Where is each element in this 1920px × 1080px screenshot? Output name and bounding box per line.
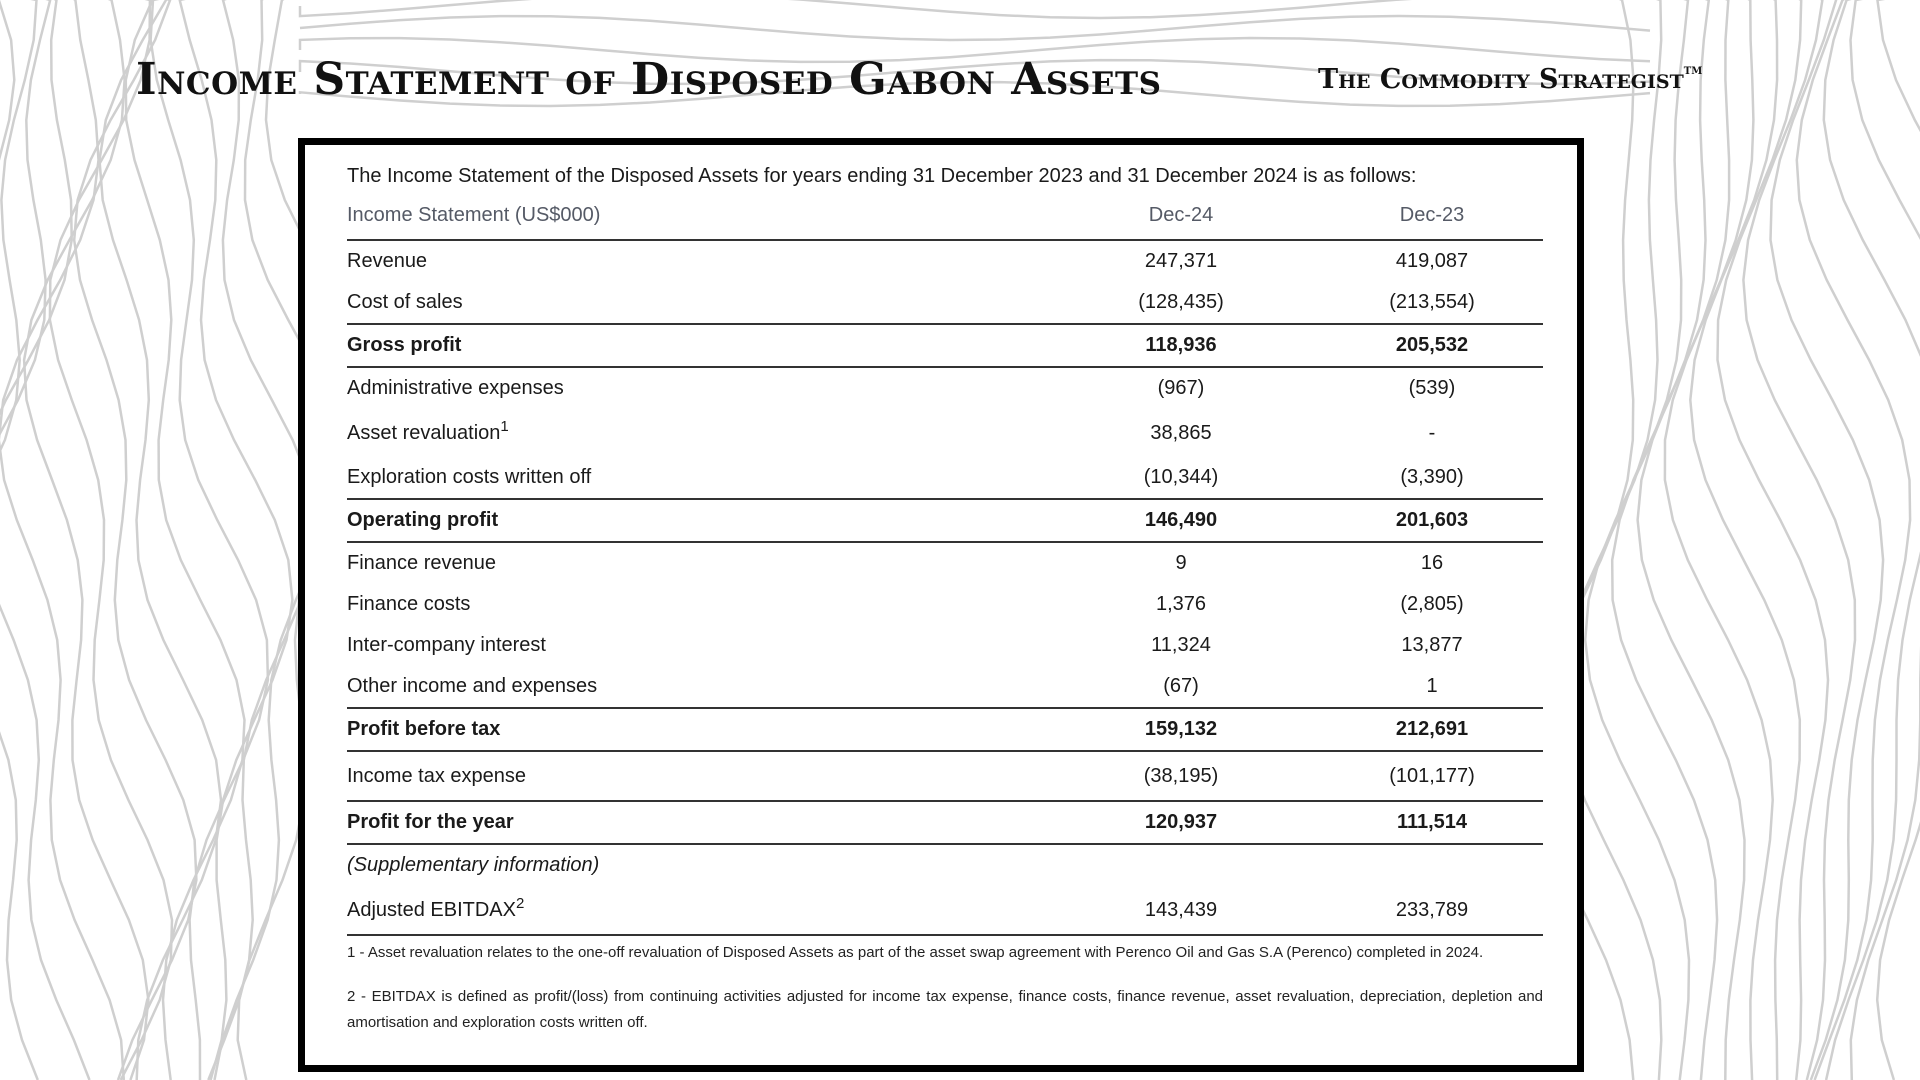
contour-line — [0, 0, 90, 1080]
income-statement-table — [347, 191, 1543, 934]
table-row — [347, 801, 1543, 844]
row-label: Revenue — [347, 240, 1081, 282]
footnotes — [347, 934, 1543, 1036]
row-value-dec24: (128,435) — [1138, 291, 1224, 313]
table-row — [347, 240, 1543, 282]
table-row — [347, 324, 1543, 367]
table-row — [347, 499, 1543, 542]
row-value-dec23: 201,603 — [1321, 499, 1543, 542]
footnote-1: 1 - Asset revaluation relates to the one-off revaluation of Disposed Assets as part of the asset swap agreement with Perenco Oil and Gas S.A (Perenco) completed in 2024. — [347, 944, 1484, 961]
contour-line — [24, 0, 148, 1080]
footnote-2: 2 - EBITDAX is defined as profit/(loss) from continuing activities adjusted for income tax expense, finance costs, finance revenue, asset revaluation, depreciation, depletion and amortisation and exploration costs written off. — [347, 988, 1543, 1031]
row-label: Finance revenue — [347, 542, 1081, 584]
row-label-cell — [347, 409, 1081, 457]
contour-line — [1638, 0, 1745, 1080]
row-value-dec24: 143,439 — [1144, 898, 1218, 921]
row-value-dec23: 233,789 — [1395, 898, 1469, 921]
row-value-dec24: 120,937 — [1081, 801, 1321, 844]
row-label: Finance costs — [347, 593, 471, 615]
row-value-dec24: 247,371 — [1081, 240, 1321, 282]
contour-line — [300, 16, 1650, 40]
page-title: Income Statement of Disposed Gabon Assets — [136, 54, 1162, 105]
contour-line — [100, 0, 222, 1080]
brand-name: The Commodity Strategist — [1318, 64, 1684, 95]
contour-line — [1585, 0, 1689, 1080]
table-row — [347, 457, 1543, 499]
row-label: Operating profit — [347, 499, 1081, 542]
contour-line — [1851, 0, 1920, 1080]
table-row — [347, 409, 1543, 457]
row-label: Income tax expense — [347, 751, 1081, 801]
table-row — [347, 708, 1543, 751]
table-row — [347, 542, 1543, 584]
contour-line — [151, 0, 268, 1080]
row-value-dec23: (539) — [1321, 367, 1543, 409]
row-label: Administrative expenses — [347, 367, 1081, 409]
row-label: Other income and expenses — [347, 675, 598, 697]
brand-logo — [1318, 64, 1702, 95]
column-header-dec24: Dec-24 — [1148, 203, 1214, 226]
row-value-dec24: (10,344) — [1143, 466, 1219, 488]
row-value-dec23: 419,087 — [1321, 240, 1543, 282]
row-label: Cost of sales — [347, 291, 463, 313]
row-value-dec24: 1,376 — [1155, 593, 1207, 615]
document-frame — [298, 138, 1584, 1072]
contour-line — [1690, 0, 1800, 1080]
row-value-dec23 — [1321, 844, 1543, 886]
row-value-dec23: (213,554) — [1389, 291, 1475, 313]
row-value-dec24: (38,195) — [1081, 751, 1321, 801]
table-row — [347, 282, 1543, 324]
contour-line — [1665, 0, 1773, 1080]
row-value-dec24: (967) — [1081, 367, 1321, 409]
row-value-dec23: (2,805) — [1400, 593, 1464, 615]
table-row — [347, 886, 1543, 934]
table-row — [347, 367, 1543, 409]
row-label: (Supplementary information) — [347, 844, 1081, 886]
row-value-dec24: 9 — [1081, 542, 1321, 584]
row-label: Exploration costs written off — [347, 466, 592, 488]
table-row — [347, 666, 1543, 708]
intro-text: The Income Statement of the Disposed Assets for years ending 31 December 2023 and 31 December 2024 is as follows: — [347, 165, 1417, 187]
contour-line — [0, 0, 124, 1080]
row-value-dec23: 205,532 — [1321, 324, 1543, 367]
row-value-dec23: (101,177) — [1321, 751, 1543, 801]
footnote-marker: 2 — [515, 894, 525, 912]
row-value-dec23: 212,691 — [1321, 708, 1543, 751]
row-value-dec24: 38,865 — [1150, 421, 1212, 444]
document-excerpt — [347, 161, 1543, 1054]
row-value-dec24: 11,324 — [1151, 634, 1211, 656]
row-value-dec24: 159,132 — [1081, 708, 1321, 751]
contour-line — [180, 0, 293, 1080]
row-label-cell — [347, 886, 1081, 934]
row-value-dec23: 1 — [1426, 675, 1438, 697]
row-value-dec24: 146,490 — [1081, 499, 1321, 542]
row-value-dec24: 118,936 — [1081, 324, 1321, 367]
footnote-marker: 1 — [500, 417, 509, 435]
row-label: Profit for the year — [347, 801, 1081, 844]
contour-line — [0, 0, 14, 1080]
row-value-dec23: (3,390) — [1400, 466, 1464, 488]
table-header-row — [347, 191, 1543, 240]
table-row — [347, 625, 1543, 666]
row-label: Gross profit — [347, 324, 1081, 367]
row-label: Profit before tax — [347, 708, 1081, 751]
table-row — [347, 584, 1543, 625]
row-value-dec23: 111,514 — [1321, 801, 1543, 844]
column-header-label: Income Statement (US$000) — [347, 203, 601, 226]
row-label: Inter-company interest — [347, 634, 546, 656]
contour-line — [1824, 0, 1920, 1080]
table-row — [347, 751, 1543, 801]
row-value-dec23: 16 — [1321, 542, 1543, 584]
row-value-dec24: (67) — [1163, 675, 1199, 697]
row-label: Asset revaluation — [347, 421, 501, 444]
table-row — [347, 844, 1543, 886]
trademark-mark: TM — [1683, 66, 1703, 77]
row-value-dec23: 13,877 — [1401, 634, 1463, 656]
row-value-dec23: - — [1428, 421, 1436, 444]
column-header-dec23: Dec-23 — [1399, 203, 1465, 226]
row-value-dec24 — [1081, 844, 1321, 886]
row-label: Adjusted EBITDAX — [347, 898, 516, 921]
contour-line — [1797, 0, 1910, 1080]
